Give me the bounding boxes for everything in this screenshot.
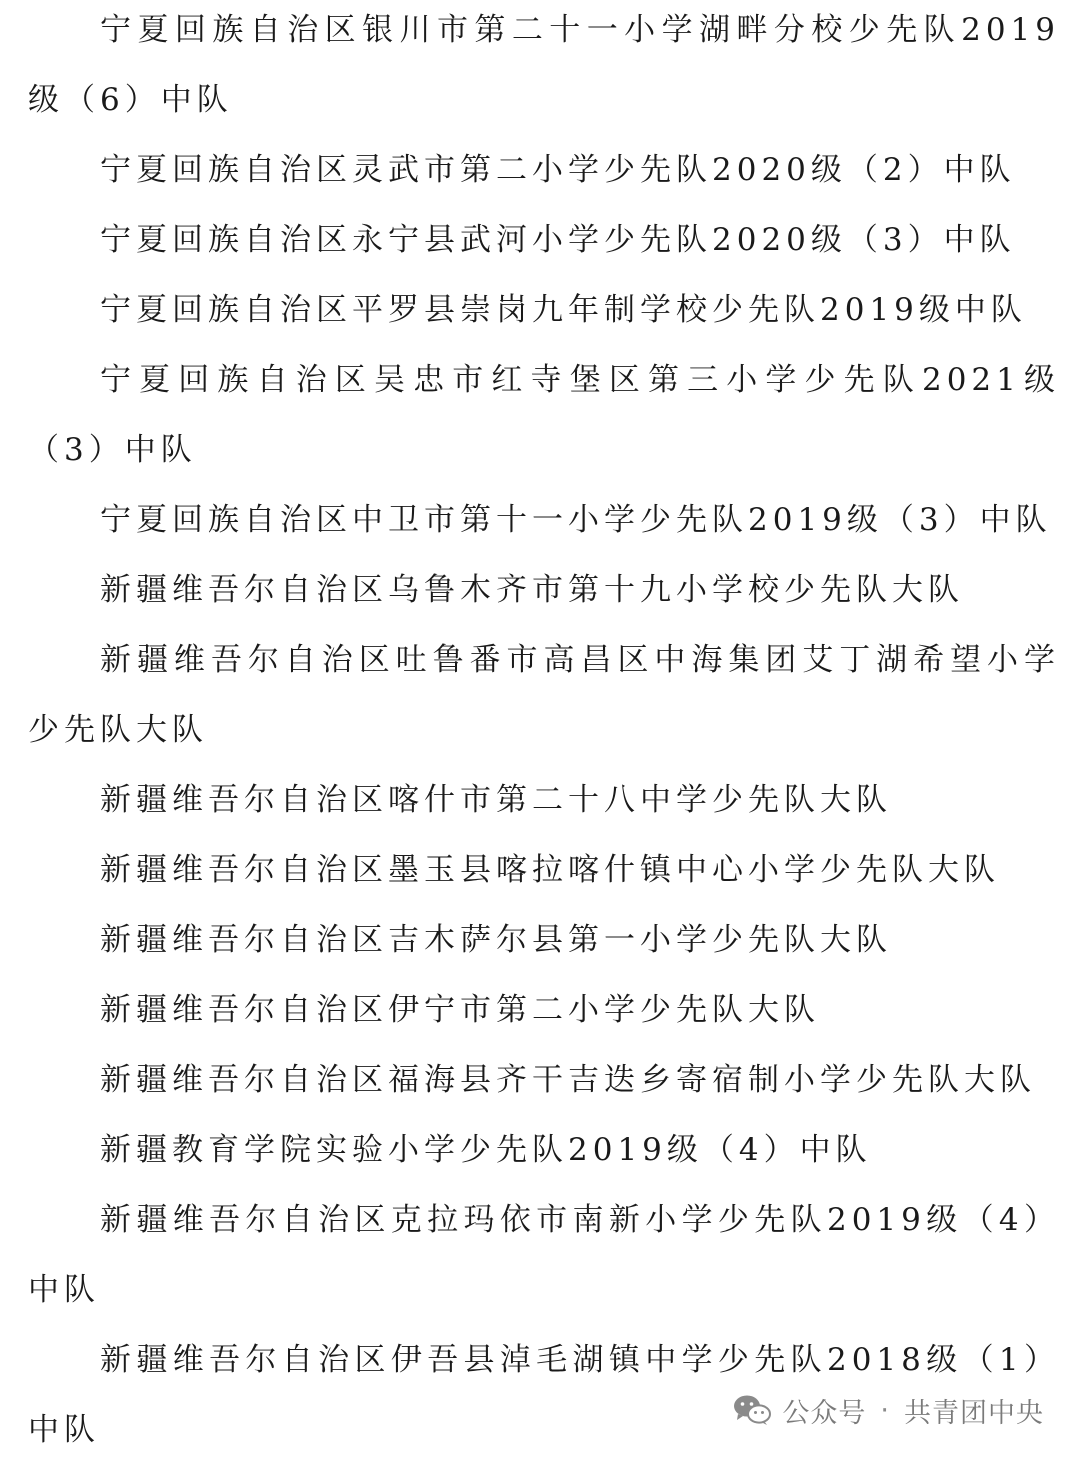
- account-watermark: [732, 1388, 1044, 1432]
- list-item: 新疆教育学院实验小学少先队2019级（4）中队: [100, 1132, 872, 1168]
- list-item: 新疆维吾尔自治区伊吾县淖毛湖镇中学少先队2018级（1）中队: [28, 1342, 1060, 1448]
- list-item: 宁夏回族自治区银川市第二十一小学湖畔分校少先队2019级（6）中队: [28, 12, 1060, 118]
- list-item: 新疆维吾尔自治区喀什市第二十八中学少先队大队: [100, 782, 892, 818]
- watermark-label: 公众号: [782, 1397, 867, 1429]
- list-item: 新疆维吾尔自治区乌鲁木齐市第十九小学校少先队大队: [100, 572, 964, 608]
- watermark-account: 共青团中央: [904, 1397, 1044, 1429]
- list-item: 新疆维吾尔自治区克拉玛依市南新小学少先队2019级（4）中队: [28, 1202, 1060, 1308]
- list-item: 宁夏回族自治区灵武市第二小学少先队2020级（2）中队: [100, 152, 1016, 188]
- list-item: 宁夏回族自治区平罗县崇岗九年制学校少先队2019级中队: [100, 292, 1027, 328]
- list-item: 新疆维吾尔自治区福海县齐干吉迭乡寄宿制小学少先队大队: [100, 1062, 1036, 1098]
- list-item: 新疆维吾尔自治区吉木萨尔县第一小学少先队大队: [100, 922, 892, 958]
- list-item: 宁夏回族自治区永宁县武河小学少先队2020级（3）中队: [100, 222, 1016, 258]
- wechat-icon: [732, 1393, 772, 1427]
- list-item: 新疆维吾尔自治区吐鲁番市高昌区中海集团艾丁湖希望小学少先队大队: [28, 642, 1060, 748]
- list-item: 新疆维吾尔自治区墨玉县喀拉喀什镇中心小学少先队大队: [100, 852, 1000, 888]
- watermark-separator: ·: [880, 1394, 890, 1426]
- list-item: 宁夏回族自治区吴忠市红寺堡区第三小学少先队2021级（3）中队: [28, 362, 1060, 468]
- list-item: 宁夏回族自治区中卫市第十一小学少先队2019级（3）中队: [100, 502, 1052, 538]
- list-item: 新疆维吾尔自治区伊宁市第二小学少先队大队: [100, 992, 820, 1028]
